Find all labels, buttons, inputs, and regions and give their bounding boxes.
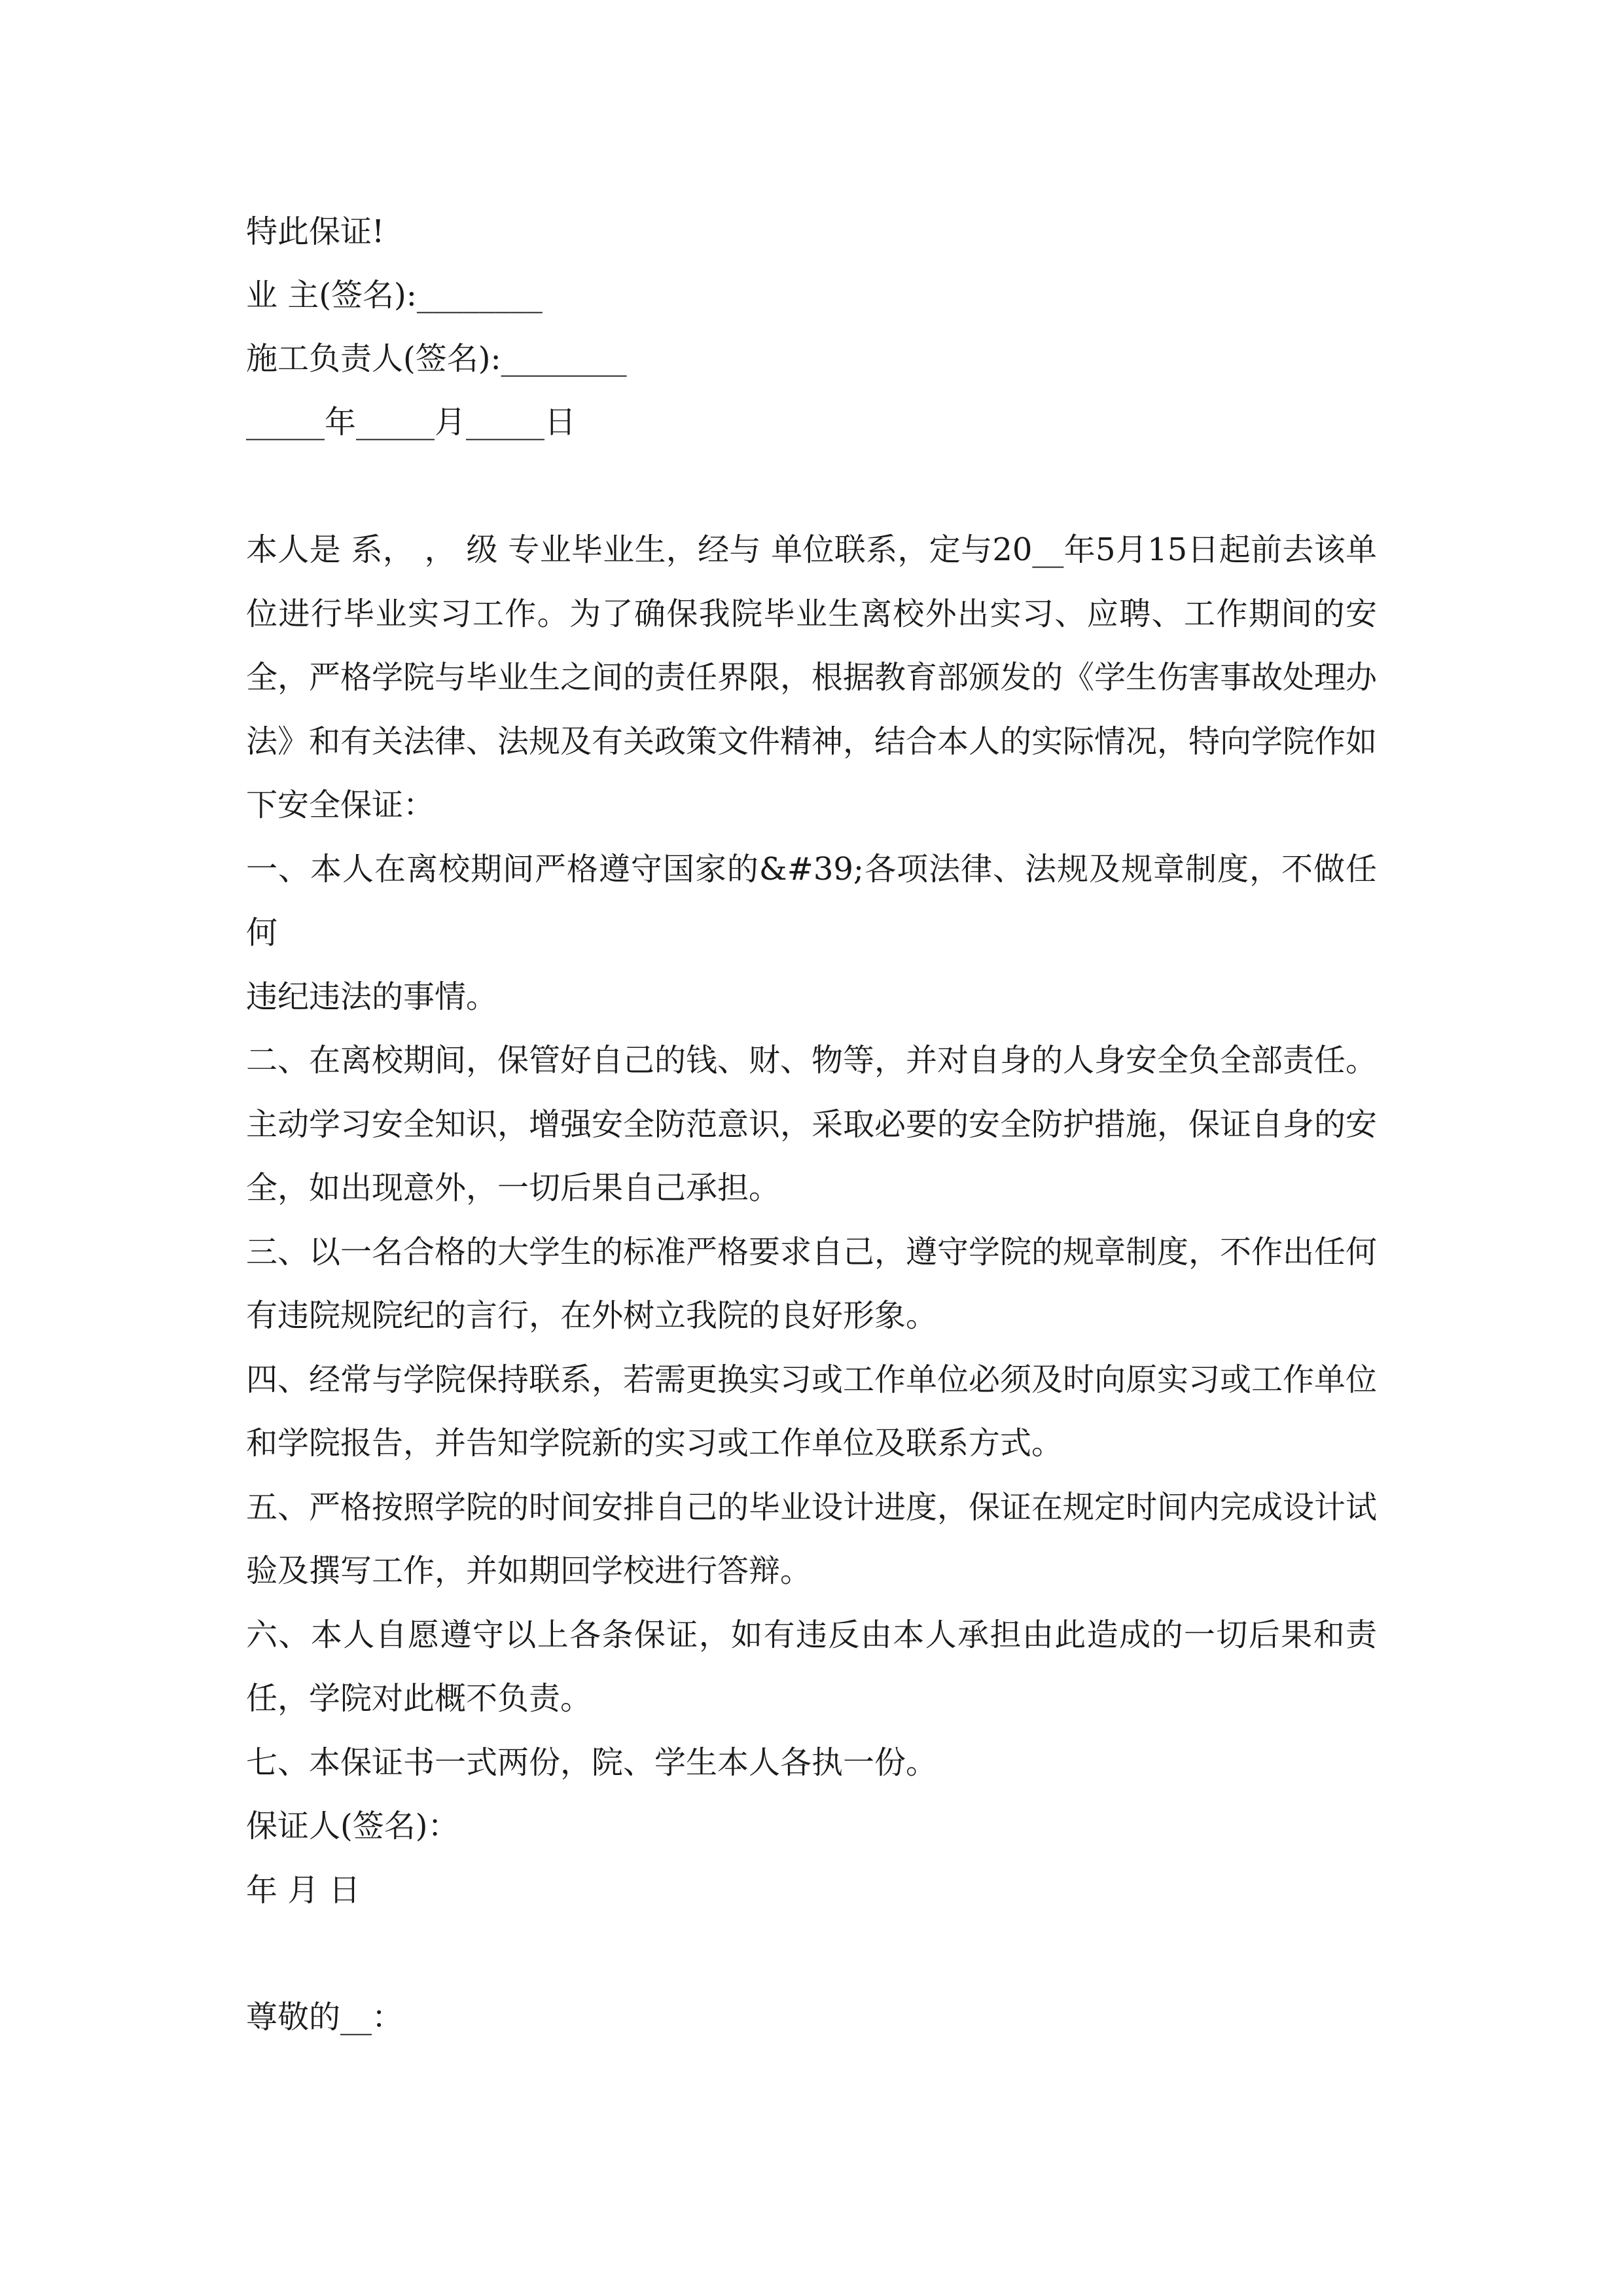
item-4-paragraph: 四、经常与学院保持联系，若需更换实习或工作单位必须及时向原实习或工作单位和学院报告，并告知学院新的实习或工作单位及联系方式。 bbox=[246, 1361, 1378, 1462]
date-line: _____年_____月_____日 bbox=[246, 404, 577, 440]
salutation-line: 尊敬的__： bbox=[246, 1999, 404, 2036]
date-blank-line: 年 月 日 bbox=[246, 1871, 361, 1909]
guarantor-signature-line: 保证人(签名)： bbox=[246, 1808, 459, 1844]
item-1-continuation: 违纪违法的事情。 bbox=[246, 978, 498, 1015]
construction-signature-line: 施工负责人(签名):________ bbox=[246, 340, 627, 377]
guarantee-closing: 特此保证! bbox=[246, 213, 385, 250]
internship-guarantee-body bbox=[246, 518, 1377, 1922]
item-1-paragraph: 一、本人在离校期间严格遵守国家的&#39;各项法律、法规及规章制度，不做任何 bbox=[246, 850, 1377, 951]
item-7-paragraph: 七、本保证书一式两份，院、学生本人各执一份。 bbox=[246, 1744, 938, 1781]
owner-signature-line: 业 主(签名):________ bbox=[246, 277, 543, 314]
intro-paragraph: 本人是 系， ， 级 专业毕业生，经与 单位联系，定与20__年5月15日起前去该单位进行毕业实习工作。为了确保我院毕业生离校外出实习、应聘、工作期间的安全，严格学院与毕业生之间的责任界限，根据教育部颁发的《学生伤害事故处理办法》和有关法律、法规及有关政策文件精神，结合本人的实际情况，特向学院作如下安全保证： bbox=[246, 531, 1378, 823]
item-5-paragraph: 五、严格按照学院的时间安排自己的毕业设计进度，保证在规定时间内完成设计试验及撰写工作，并如期回学校进行答辩。 bbox=[246, 1488, 1378, 1589]
item-2-paragraph: 二、在离校期间，保管好自己的钱、财、物等，并对自身的人身安全负全部责任。主动学习安全知识，增强安全防范意识，采取必要的安全防护措施，保证自身的安全，如出现意外，一切后果自己承担。 bbox=[246, 1042, 1378, 1206]
item-6-paragraph: 六、本人自愿遵守以上各条保证，如有违反由本人承担由此造成的一切后果和责任，学院对此概不负责。 bbox=[246, 1616, 1377, 1717]
item-3-paragraph: 三、以一名合格的大学生的标准严格要求自己，遵守学院的规章制度，不作出任何有违院规院纪的言行，在外树立我院的良好形象。 bbox=[246, 1233, 1378, 1334]
